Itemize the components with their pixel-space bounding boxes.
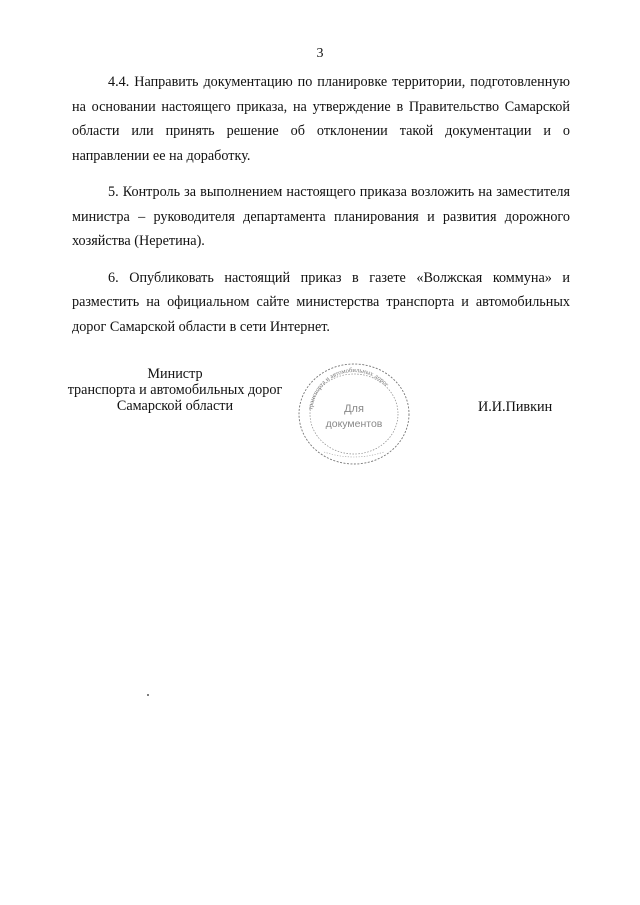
page-number: 3: [316, 46, 324, 61]
stamp-ring-text: транспорта и автомобильных дорог: [307, 366, 390, 411]
paragraph-4-4: 4.4. Направить документацию по планировке территории, подготовленную на основании настоящего приказа, на утверждение в Правительство Самарской области или принять решение об отклонении такой документации и о направлении ее на доработку.: [72, 74, 570, 164]
paragraph-5: 5. Контроль за выполнением настоящего приказа возложить на заместителя министра – руководителя департамента планирования и развития дорожного хозяйства (Неретина).: [72, 184, 570, 249]
position-line-1: Министр: [147, 366, 203, 382]
document-body: [72, 70, 570, 351]
position-line-2: транспорта и автомобильных дорог: [67, 382, 283, 398]
stamp-center-line-2: документов: [325, 418, 383, 430]
official-stamp: [294, 360, 414, 468]
signatory-position: [62, 366, 288, 414]
signatory-name: И.И.Пивкин: [478, 399, 553, 415]
position-line-3: Самарской области: [116, 398, 234, 414]
stamp-center-line-1: Для: [344, 403, 364, 415]
scan-dot: [147, 694, 149, 696]
paragraph-6: 6. Опубликовать настоящий приказ в газете «Волжская коммуна» и разместить на официальном сайте министерства транспорта и автомобильных дорог Самарской области в сети Интернет.: [72, 269, 570, 335]
